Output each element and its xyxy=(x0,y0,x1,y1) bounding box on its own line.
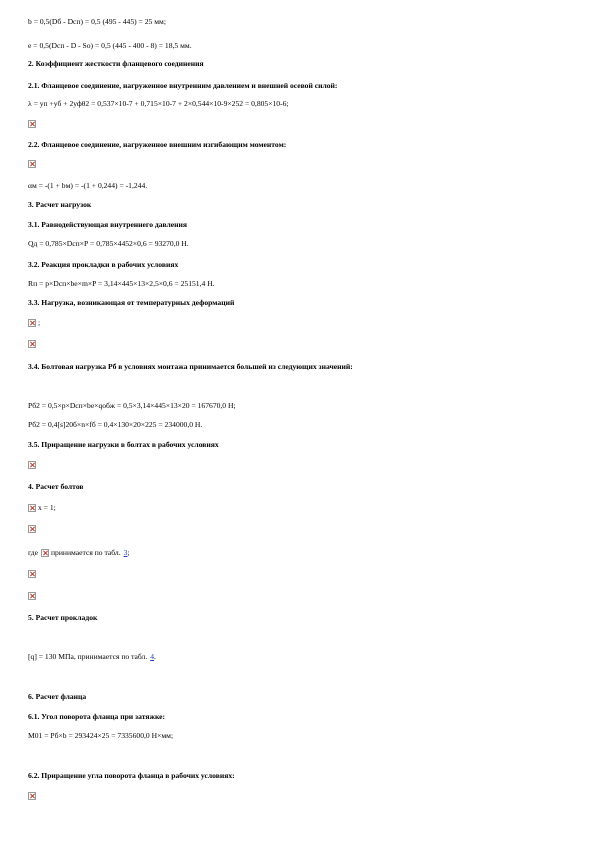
text-line xyxy=(28,239,189,249)
formula-alpha-m: αм = -(1 + bм) = -(1 + 0,244) = -1,244. xyxy=(28,181,148,190)
image-row xyxy=(28,340,38,348)
heading-6-2: 6.2. Приращение угла поворота фланца в рабочих условиях: xyxy=(28,771,235,780)
text-line xyxy=(28,17,166,27)
section-heading xyxy=(28,692,86,702)
line-suffix: x = 1; xyxy=(38,503,56,512)
image-row xyxy=(28,792,38,800)
text-line xyxy=(28,41,192,51)
subsection-heading xyxy=(28,140,286,150)
section-heading xyxy=(28,200,91,210)
heading-6: 6. Расчет фланца xyxy=(28,692,87,701)
line-end: . xyxy=(154,652,156,661)
subsection-heading xyxy=(28,440,219,450)
image-row xyxy=(28,570,38,578)
subsection-heading xyxy=(28,362,353,372)
text-line xyxy=(28,548,130,558)
heading-6-1: 6.1. Угол поворота фланца при затяжке: xyxy=(28,712,166,721)
formula-pb2-first: Pб2 = 0,5×p×Dсп×bе×qобж = 0,5×3,14×445×13×20 = 167670,0 Н; xyxy=(28,401,236,410)
subsection-heading xyxy=(28,298,234,308)
text-line xyxy=(28,401,236,411)
section-heading xyxy=(28,59,204,69)
broken-image-icon xyxy=(28,319,36,327)
broken-image-icon xyxy=(28,160,36,168)
text-line xyxy=(28,652,156,662)
table-link-3[interactable]: 3 xyxy=(123,548,128,557)
broken-image-icon xyxy=(28,592,36,600)
broken-image-icon xyxy=(28,340,36,348)
formula-qd: Qд = 0,785×Dсп×Р = 0,785×4452×0,6 = 93270,0 Н. xyxy=(28,239,189,248)
heading-3-1: 3.1. Равнодействующая внутреннего давления xyxy=(28,220,188,229)
image-row xyxy=(28,503,56,513)
text-line xyxy=(28,731,173,741)
subsection-heading xyxy=(28,712,165,722)
image-row xyxy=(28,461,38,469)
text-line xyxy=(28,181,147,191)
broken-image-icon xyxy=(28,504,36,512)
broken-image-icon xyxy=(28,120,36,128)
line-end: ; xyxy=(127,548,130,557)
broken-image-icon xyxy=(28,570,36,578)
image-row xyxy=(28,318,40,328)
formula-m01: M01 = Pб×b = 293424×25 = 7335600,0 Н×мм; xyxy=(28,731,174,740)
subsection-heading xyxy=(28,771,235,781)
heading-2-1: 2.1. Фланцевое соединение, нагруженное внутренним давлением и внешней осевой силой: xyxy=(28,81,338,90)
text-line xyxy=(28,420,202,430)
broken-image-icon xyxy=(41,549,49,557)
heading-3-3: 3.3. Нагрузка, возникающая от температурных деформаций xyxy=(28,298,235,307)
formula-pb2-second: Pб2 = 0,4[s]20б×n×fб = 0,4×130×20×225 = 234000,0 Н. xyxy=(28,420,203,429)
section-heading xyxy=(28,613,97,623)
heading-3-4: 3.4. Болтовая нагрузка Рб в условиях монтажа принимается большей из следующих значений: xyxy=(28,362,353,371)
text-line xyxy=(28,279,215,289)
line-prefix: где xyxy=(28,548,38,557)
heading-3-2: 3.2. Реакция прокладки в рабочих условиях xyxy=(28,260,179,269)
formula-gasket-arm: e = 0,5(Dсп - D - So) = 0,5 (445 - 400 - 8) = 18,5 мм. xyxy=(28,41,192,50)
image-row xyxy=(28,592,38,600)
subsection-heading xyxy=(28,220,187,230)
formula-lambda: λ = уп +уб + 2уфθ2 = 0,537×10-7 + 0,715×10-7 + 2×0,544×10-9×252 = 0,805×10-6; xyxy=(28,99,289,108)
heading-3: 3. Расчет нагрузок xyxy=(28,200,92,209)
subsection-heading xyxy=(28,81,337,91)
heading-2-2: 2.2. Фланцевое соединение, нагруженное внешним изгибающим моментом: xyxy=(28,140,287,149)
heading-5: 5. Расчет прокладок xyxy=(28,613,98,622)
image-row xyxy=(28,525,38,533)
table-link-4[interactable]: 4 xyxy=(150,652,155,661)
image-row xyxy=(28,160,38,168)
heading-3-5: 3.5. Приращение нагрузки в болтах в рабочих условиях xyxy=(28,440,219,449)
formula-rp: Rп = p×Dсп×bе×m×P = 3,14×445×13×2,5×0,6 = 25151,4 Н. xyxy=(28,279,215,288)
broken-image-icon xyxy=(28,525,36,533)
heading-4: 4. Расчет болтов xyxy=(28,482,84,491)
line-text: [q] = 130 МПа, принимается по табл. xyxy=(28,652,148,661)
line-suffix: ; xyxy=(38,318,41,327)
broken-image-icon xyxy=(28,461,36,469)
formula-bolt-arm: b = 0,5(Dб - Dсп) = 0,5 (495 - 445) = 25 мм; xyxy=(28,17,166,26)
section-heading xyxy=(28,482,84,492)
heading-2: 2. Коэффициент жесткости фланцевого соединения xyxy=(28,59,204,68)
text-line xyxy=(28,99,289,109)
line-text: принимается по табл. xyxy=(50,548,121,557)
subsection-heading xyxy=(28,260,178,270)
image-row xyxy=(28,120,38,128)
broken-image-icon xyxy=(28,792,36,800)
